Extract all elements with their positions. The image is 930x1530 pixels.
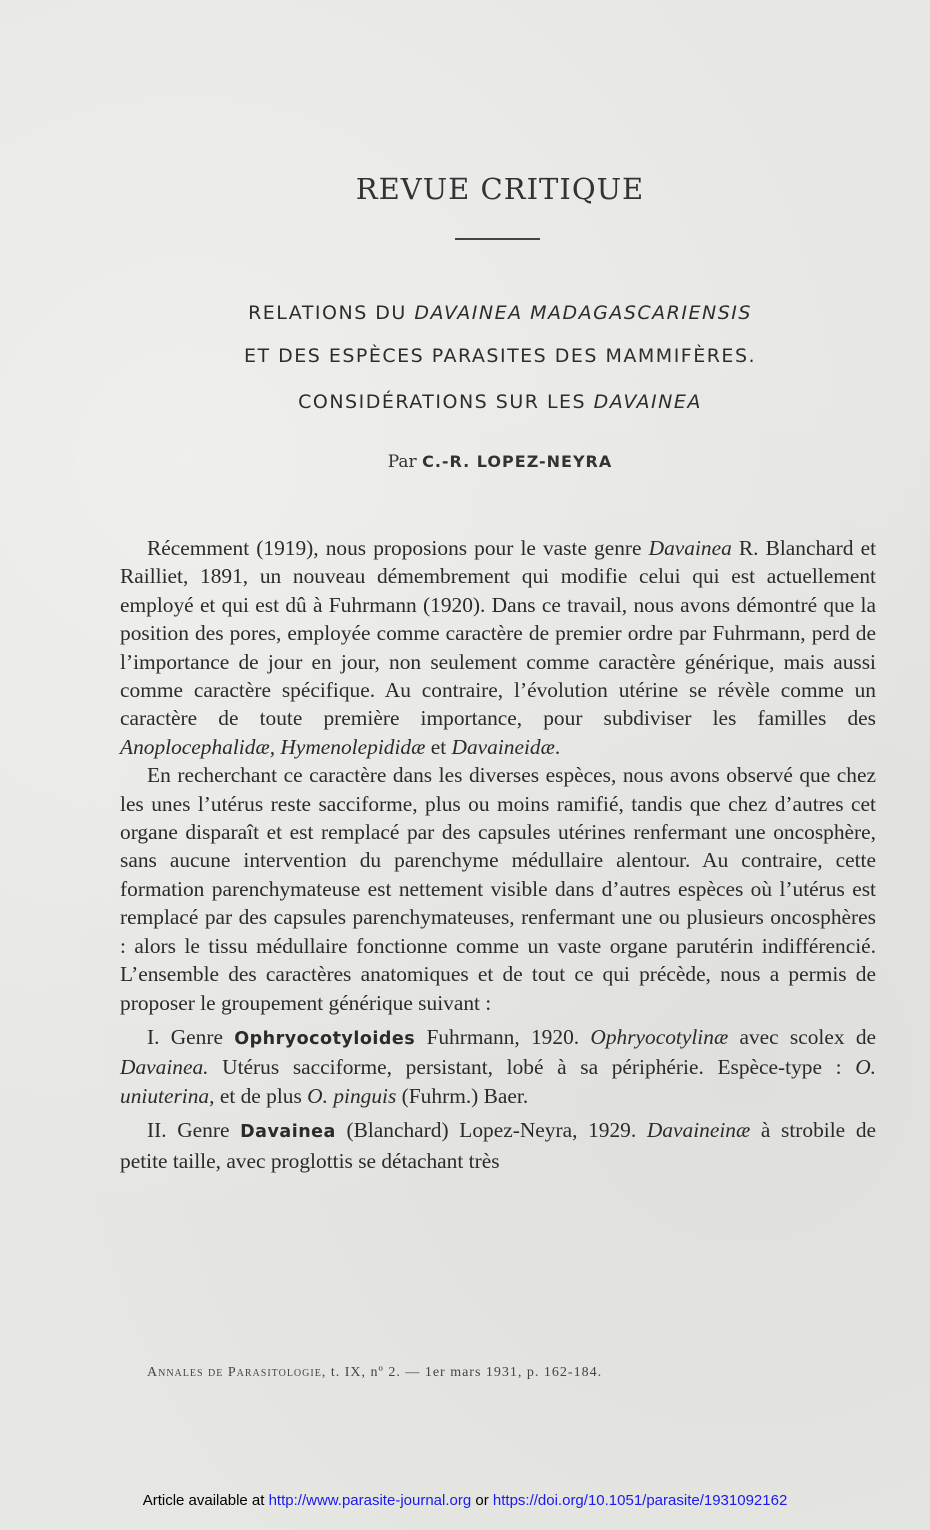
byline-prefix: Par [387, 452, 423, 472]
title-rule [455, 238, 540, 240]
availability-middle: or [471, 1492, 493, 1509]
text-run: I. Genre [147, 1024, 235, 1049]
text-run: Fuhrmann, 1920. [415, 1024, 591, 1049]
paragraph-3 [120, 1023, 876, 1110]
genus-name: Davainea [240, 1122, 336, 1143]
body-text [120, 534, 876, 1175]
text-run: à strobile de petite taille, avec proglottis se détachant très [120, 1118, 877, 1173]
journal-name: Annales de Parasitologie, [147, 1365, 327, 1380]
text-run: (Blanchard) Lopez-Neyra, 1929. [335, 1118, 647, 1143]
italic-run: O. pinguis [307, 1083, 397, 1108]
article-title-line-1 [0, 302, 930, 324]
journal-link[interactable]: http://www.parasite-journal.org [268, 1492, 472, 1509]
paragraph-2: En recherchant ce caractère dans les diverses espèces, nous avons observé que chez les unes l’utérus reste sacciforme, plus ou moins ramifié, tandis que chez d’autres cet organe disparaît et est remplacé par des capsules utérines renfermant une oncosphère, sans aucune intervention du parenchyme médullaire alentour. Au contraire, cette formation parenchymateuse est nettement visible dans d’autres espèces où l’utérus est remplacé par des capsules parenchymateuses, renfermant une ou plusieurs oncosphères : alors le tissu médullaire fonctionne comme un vaste organe parutérin indifférencié. L’ensemble des caractères anatomiques et de tout ce qui précède, nous a permis de proposer le groupement générique suivant : [120, 763, 876, 1015]
text-run: R. Blanchard et Railliet, 1891, un nouveau démembrement qui modifie celui qui est actuellement employé et qui est dû à Fuhrmann (1920). Dans ce travail, nous avons démontré que la position des pores, employée comme caractère de premier ordre par Fuhrmann, perd de l’importance de jour en jour, non seulement comme caractère générique, mais aussi comme caractère spécifique. Au contraire, l’évolution utérine se révèle comme un caractère de toute première importance, pour subdiviser les familles des [120, 536, 877, 731]
byline [0, 452, 930, 472]
italic-run: Davainea. [120, 1055, 209, 1080]
italic-run: O. uniuterina, [120, 1055, 876, 1108]
italic-run: Davainea [648, 536, 732, 560]
author-name: C.-R. LOPEZ-NEYRA [422, 452, 613, 471]
genus-name: Ophryocotyloides [234, 1028, 416, 1049]
text-run: et [425, 734, 452, 759]
availability-bar [0, 1492, 930, 1509]
italic-run: Davaineidæ [451, 734, 555, 759]
text-run: avec scolex de [728, 1024, 877, 1049]
text-run: II. Genre [147, 1118, 241, 1143]
article-title-line-3 [0, 391, 930, 413]
doi-link[interactable]: https://doi.org/10.1051/parasite/1931092162 [492, 1492, 788, 1509]
paragraph-4 [120, 1116, 876, 1175]
text-run: . [554, 734, 561, 759]
article-title-line-1-italic: DAVAINEA MADAGASCARIENSIS [414, 302, 752, 324]
article-title-line-1-prefix: RELATIONS DU [248, 302, 415, 324]
italic-run: Anoplocephalidæ, Hymenolepididæ [120, 734, 426, 759]
availability-prefix: Article available at [142, 1492, 269, 1509]
italic-run: Davaineinæ [646, 1118, 751, 1143]
section-title: REVUE CRITIQUE [355, 172, 645, 206]
journal-footer [147, 1365, 602, 1381]
journal-issue: t. IX, nº 2. — 1er mars 1931, p. 162-184. [326, 1365, 603, 1380]
text-run: (Fuhrm.) Baer. [396, 1083, 529, 1108]
text-run: Utérus sacciforme, persistant, lobé à sa périphérie. Espèce-type : [208, 1055, 856, 1080]
article-title-line-3-italic: DAVAINEA [593, 391, 702, 413]
text-run: Récemment (1919), nous proposions pour le vaste genre [147, 536, 649, 560]
article-title-line-2: ET DES ESPÈCES PARASITES DES MAMMIFÈRES. [243, 345, 757, 367]
paragraph-1 [120, 534, 876, 761]
text-run: et de plus [214, 1083, 308, 1108]
italic-run: Ophryocotylinæ [590, 1024, 729, 1049]
article-title-line-3-prefix: CONSIDÉRATIONS SUR LES [298, 391, 594, 413]
